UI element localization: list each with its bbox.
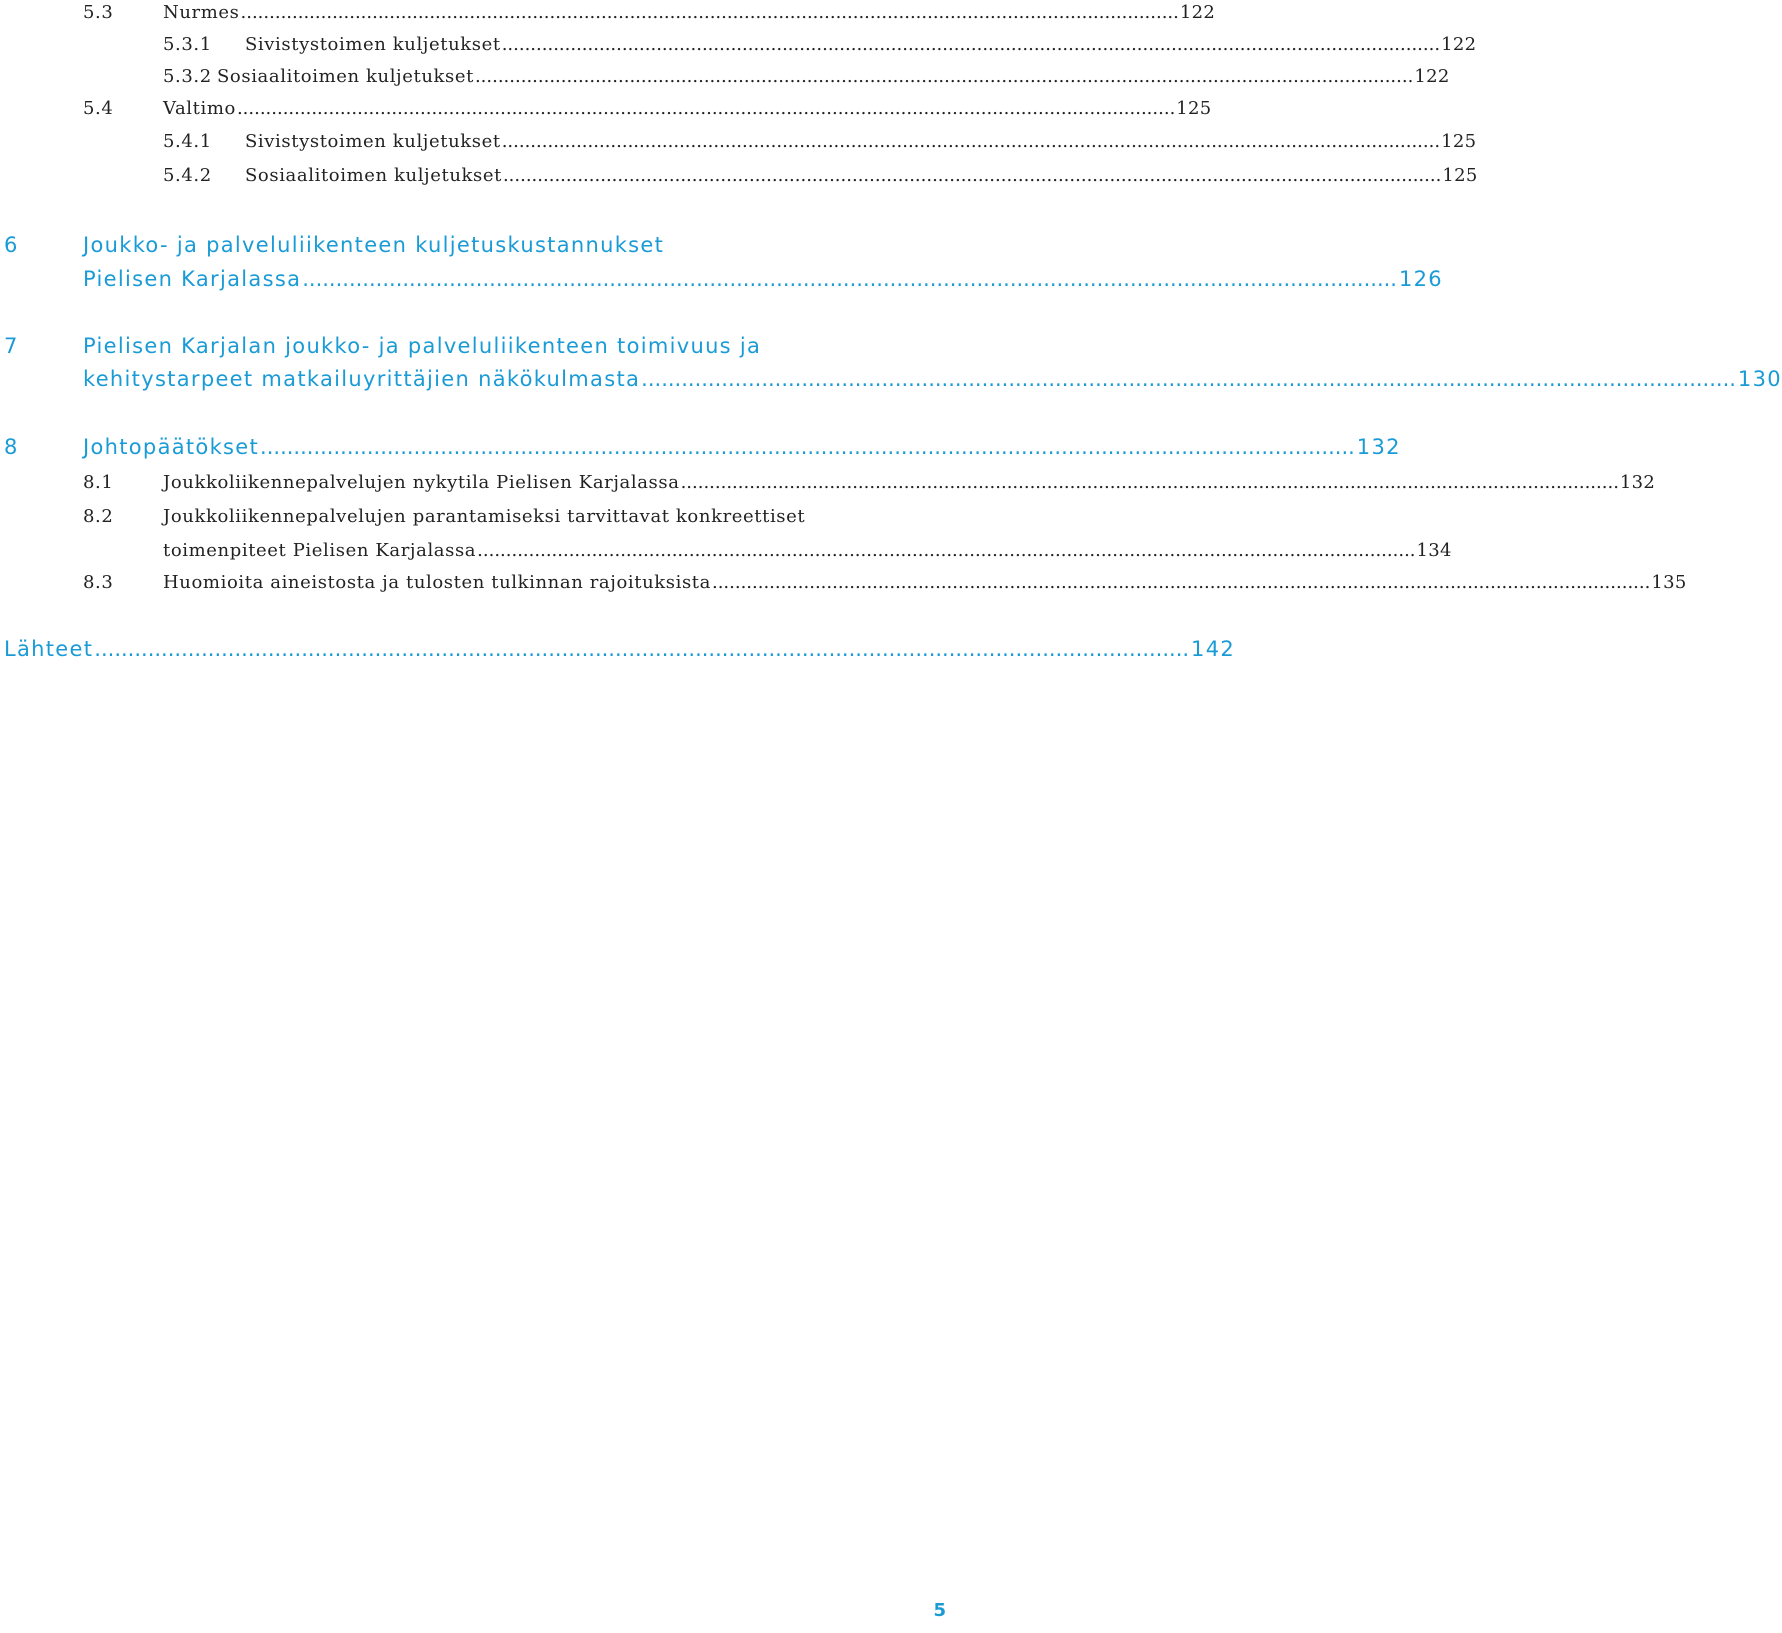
toc-entry-page: 122	[1414, 66, 1450, 87]
toc-chapter-title-line1: Pielisen Karjalan joukko- ja palveluliikenteen toimivuus ja	[83, 334, 762, 358]
toc-entry-number: 8.1	[83, 472, 114, 493]
dot-leader: ....................................................................................................................................................................	[260, 435, 1355, 459]
toc-entry-number: 5.3.2	[163, 66, 212, 87]
dot-leader: ....................................................................................................................................................................	[501, 34, 1441, 55]
toc-entry-8-1[interactable]	[0, 471, 1656, 495]
dot-leader: ....................................................................................................................................................................	[94, 637, 1190, 661]
dot-leader: ....................................................................................................................................................................	[501, 131, 1441, 152]
toc-lahteet-title: Lähteet	[4, 637, 94, 661]
toc-entry-title: Sosiaalitoimen kuljetukset	[217, 66, 474, 87]
page-number: 5	[933, 1600, 946, 1621]
dot-leader: ....................................................................................................................................................................	[302, 267, 1397, 291]
dot-leader: ....................................................................................................................................................................	[240, 2, 1179, 23]
dot-leader: ....................................................................................................................................................................	[502, 165, 1442, 186]
toc-chapter-7[interactable]	[0, 331, 960, 361]
toc-chapter-title-line2: kehitystarpeet matkailuyrittäjien näkökulmasta	[83, 367, 641, 391]
toc-entry-title: Sivistystoimen kuljetukset	[245, 34, 501, 55]
toc-entry-5-4-2[interactable]	[0, 164, 1478, 188]
dot-leader: ....................................................................................................................................................................	[236, 98, 1176, 119]
toc-chapter-number: 6	[4, 233, 19, 257]
toc-chapter-page: 132	[1356, 435, 1401, 459]
toc-entry-page: 132	[1619, 472, 1656, 493]
toc-entry-number: 8.3	[83, 572, 114, 593]
toc-entry-page: 135	[1651, 572, 1687, 593]
toc-lahteet-page: 142	[1191, 637, 1236, 661]
toc-chapter-number: 7	[4, 334, 19, 358]
toc-entry-5-4-1[interactable]	[0, 130, 1477, 154]
toc-entry-title: Nurmes	[163, 2, 240, 23]
toc-entry-title-line1: Joukkoliikennepalvelujen parantamiseksi tarvittavat konkreettiset	[163, 506, 806, 527]
toc-entry-number: 8.2	[83, 506, 114, 527]
toc-entry-title: Sosiaalitoimen kuljetukset	[245, 165, 502, 186]
dot-leader: ....................................................................................................................................................................	[641, 367, 1736, 391]
toc-entry-number: 5.3.1	[163, 34, 212, 55]
toc-chapter-6-continued[interactable]	[0, 264, 1443, 294]
toc-entry-page: 125	[1176, 98, 1212, 119]
toc-entry-8-2-continued[interactable]	[0, 539, 1452, 563]
toc-entry-page: 125	[1441, 131, 1477, 152]
toc-entry-5-4[interactable]	[0, 97, 1212, 121]
toc-entry-title: Sivistystoimen kuljetukset	[245, 131, 501, 152]
toc-entry-title: Joukkoliikennepalvelujen nykytila Pielisen Karjalassa	[163, 472, 680, 493]
toc-entry-number: 5.3	[83, 2, 114, 23]
toc-chapter-number: 8	[4, 435, 19, 459]
toc-chapter-title: Johtopäätökset	[83, 435, 260, 459]
toc-entry-number: 5.4	[83, 98, 114, 119]
toc-entry-page: 134	[1416, 540, 1452, 561]
toc-chapter-7-continued[interactable]	[0, 364, 1782, 394]
dot-leader: ....................................................................................................................................................................	[477, 540, 1416, 561]
toc-entry-number: 5.4.1	[163, 131, 212, 152]
toc-entry-8-3[interactable]	[0, 571, 1687, 595]
dot-leader: ....................................................................................................................................................................	[680, 472, 1619, 493]
toc-chapter-title-line2: Pielisen Karjalassa	[83, 267, 302, 291]
toc-lahteet[interactable]	[0, 634, 1236, 664]
toc-entry-5-3-2[interactable]	[0, 65, 1450, 89]
toc-chapter-page: 130	[1737, 367, 1782, 391]
dot-leader: ....................................................................................................................................................................	[711, 572, 1651, 593]
toc-entry-title: Valtimo	[163, 98, 236, 119]
toc-entry-page: 125	[1442, 165, 1478, 186]
toc-chapter-title-line1: Joukko- ja palveluliikenteen kuljetuskustannukset	[83, 233, 665, 257]
toc-entry-5-3-1[interactable]	[0, 33, 1477, 57]
toc-entry-8-2[interactable]	[0, 505, 960, 529]
toc-entry-title-line2: toimenpiteet Pielisen Karjalassa	[163, 540, 477, 561]
toc-chapter-6[interactable]	[0, 230, 960, 260]
toc-entry-page: 122	[1179, 2, 1216, 23]
toc-entry-5-3[interactable]	[0, 1, 1216, 25]
toc-entry-page: 122	[1441, 34, 1477, 55]
toc-chapter-page: 126	[1398, 267, 1443, 291]
dot-leader: ....................................................................................................................................................................	[474, 66, 1414, 87]
toc-entry-number: 5.4.2	[163, 165, 212, 186]
toc-entry-title: Huomioita aineistosta ja tulosten tulkinnan rajoituksista	[163, 572, 711, 593]
toc-chapter-8[interactable]	[0, 432, 1401, 462]
